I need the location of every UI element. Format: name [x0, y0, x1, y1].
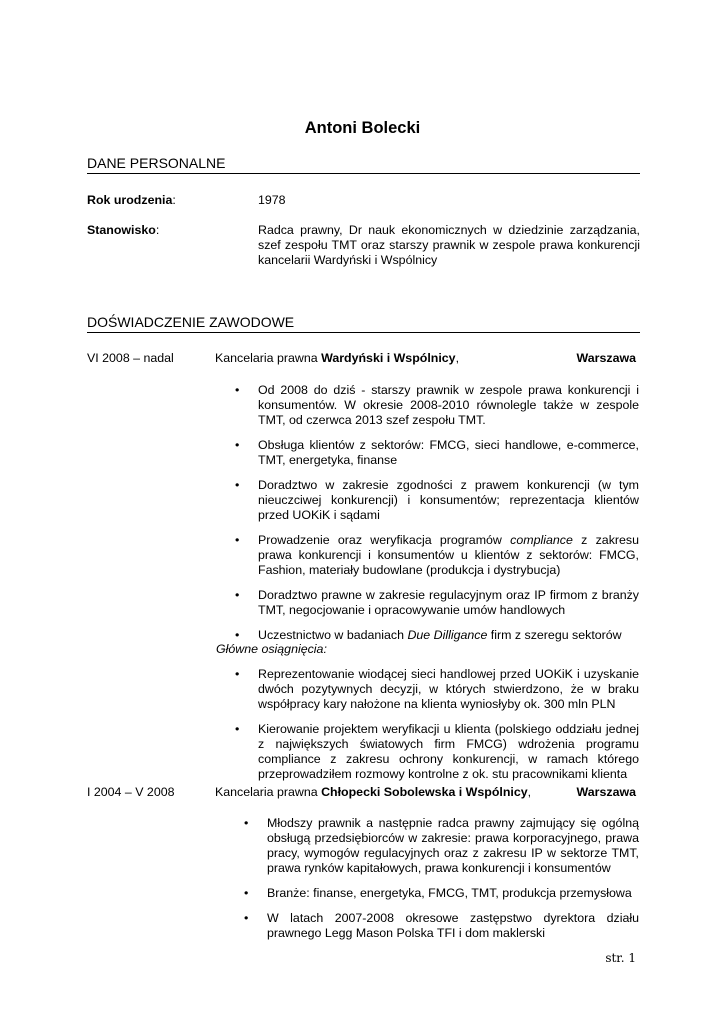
achievements-label: Główne osiągnięcia: — [216, 642, 327, 656]
job-period: I 2004 – V 2008 — [87, 785, 175, 799]
cv-name: Antoni Bolecki — [304, 119, 421, 137]
list-item: • W latach 2007-2008 okresowe zastępstwo dyrektora działu prawnego Legg Mason Polska TFI i dom maklerski — [244, 911, 639, 940]
job-company: Kancelaria prawna Wardyński i Wspólnicy, — [215, 351, 460, 365]
birth-year-value: 1978 — [258, 193, 286, 207]
job-company: Kancelaria prawna Chłopecki Sobolewska i Wspólnicy, — [215, 785, 532, 799]
list-item: • Młodszy prawnik a następnie radca prawny zajmujący się ogólną obsługą przedsiębiorców w zakresie: prawa korporacyjnego, prawa pracy, wymogów regulacyjnych oraz z zakresu IP w sektorze TMT, prawa rynków kapitałowych, prawa konkurencji i konsumentów — [244, 816, 639, 875]
list-item: • Od 2008 do dziś - starszy prawnik w zespole prawa konkurencji i konsumentów. W okresie 2008-2010 równolegle także w zespole TMT, od czerwca 2013 szef zespołu TMT. — [235, 383, 639, 427]
list-item: • Obsługa klientów z sektorów: FMCG, sieci handlowe, e-commerce, TMT, energetyka, finanse — [235, 438, 639, 467]
list-item: • Doradztwo prawne w zakresie regulacyjnym oraz IP firmom z branży TMT, negocjowanie i opracowywanie umów handlowych — [235, 588, 639, 617]
list-item: • Reprezentowanie wiodącej sieci handlowej przed UOKiK i uzyskanie dwóch pozytywnych decyzji, w których stwierdzono, że w braku współpracy kary nałożone na klienta wyniosłyby ok. 300 mln PLN — [235, 667, 639, 711]
list-item: • Uczestnictwo w badaniach Due Dilligance firm z szeregu sektorów — [235, 628, 622, 642]
section-experience-heading: DOŚWIADCZENIE ZAWODOWE — [87, 314, 640, 333]
position-value: Radca prawny, Dr nauk ekonomicznych w dziedzinie zarządzania, szef zespołu TMT oraz starszy prawnik w zespole prawa konkurencji kancelarii Wardyński i Wspólnicy — [258, 223, 640, 267]
job-duties-list — [244, 816, 639, 951]
list-item: • Prowadzenie oraz weryfikacja programów compliance z zakresu prawa konkurencji i konsumentów u klientów z sektorów: FMCG, Fashion, materiały budowlane (produkcja i dystrybucja) — [235, 533, 639, 577]
list-item: • Kierowanie projektem weryfikacji u klienta (polskiego oddziału jednej z największych światowych firm FMCG) wdrożenia programu compliance z zakresu ochrony konkurencji, w ramach którego przeprowadziłem rozmowy kontrolne z ok. stu pracownikami klienta — [235, 722, 639, 781]
achievements-list — [235, 667, 639, 792]
list-item: • Doradztwo w zakresie zgodności z prawem konkurencji (w tym nieuczciwej konkurencji) i konsumentów; reprezentacja klientów przed UOKiK i sądami — [235, 478, 639, 522]
section-personal-heading: DANE PERSONALNE — [87, 155, 640, 174]
job-period: VI 2008 – nadal — [87, 351, 174, 365]
job-city: Warszawa — [576, 351, 636, 365]
position-label: Stanowisko: — [87, 223, 160, 237]
page-number: str. 1 — [605, 951, 636, 965]
birth-year-label: Rok urodzenia: — [87, 193, 176, 207]
list-item: • Branże: finanse, energetyka, FMCG, TMT, produkcja przemysłowa — [244, 886, 632, 900]
job-city: Warszawa — [576, 785, 636, 799]
